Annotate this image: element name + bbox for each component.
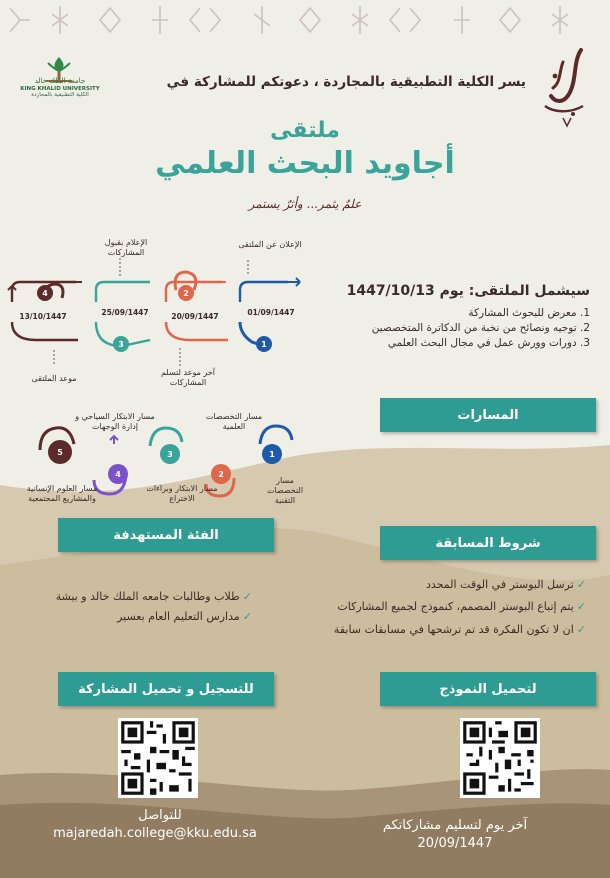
track-1-label: مسار التخصصات التقنية [266, 476, 304, 505]
timeline-step-2-label: آخر موعد لتسلم المشاركات [160, 368, 216, 387]
timeline-step-4-date: 13/10/1447 [19, 312, 67, 321]
page-title: أجاويد البحث العلمي [155, 146, 455, 181]
register-qr-code[interactable] [118, 718, 198, 798]
condition-item [426, 578, 586, 591]
template-heading[interactable]: لتحميل النموذج [380, 672, 596, 706]
track-5-badge: 5 [48, 440, 72, 464]
deadline-label: آخر يوم لتسليم مشاركاتكم [382, 818, 528, 833]
deadline-date: 20/09/1447 [417, 836, 493, 851]
conditions-heading: شروط المسابقة [380, 526, 596, 560]
timeline-step-1-date: 01/09/1447 [247, 308, 295, 317]
check-icon: ✓ [576, 623, 586, 636]
target-heading: الفئة المستهدفة [58, 518, 274, 552]
invite-line: يسر الكلية التطبيقية بالمجاردة ، دعوتكم للمشاركة في [166, 74, 526, 90]
target-item [117, 610, 252, 623]
timeline-step-4-label: موعد الملتقى [31, 374, 77, 383]
slogan: علمٌ يثمر... وأثرٌ يستمر [248, 197, 362, 211]
timeline-step-3-label: الإعلام بقبول المشاركات [104, 238, 148, 257]
register-heading[interactable]: للتسجيل و تحميل المشاركة [58, 672, 274, 706]
timeline-step-1-badge: 1 [256, 336, 272, 352]
track-2-label: مسار التخصصات العلمية [205, 412, 263, 431]
track-4-label: مسار الابتكار السياحي و إدارة الوجهات [75, 412, 155, 431]
schedule-item: 1. معرض للبحوث المشاركة [468, 307, 590, 319]
university-name-en: KING KHALID UNIVERSITY [20, 85, 100, 92]
schedule-item: 2. توجيه ونصائح من نخبة من الدكاترة المتخصصين [371, 322, 590, 334]
contact-label: للتواصل [138, 808, 182, 823]
track-5-label: مسار العلوم الإنسانية والمشاريع المجتمعية [26, 484, 98, 503]
condition-item-text: يتم إتباع البوستر المصمم، كنموذج لجميع المشاركات [337, 600, 574, 613]
timeline-step-4-badge: 4 [37, 285, 53, 301]
condition-item-text: ان لا تكون الفكرة قد تم ترشحها في مسابقات سابقة [333, 623, 574, 636]
timeline-step-2-date: 20/09/1447 [171, 312, 219, 321]
condition-item [337, 600, 586, 613]
track-4-badge: 4 [108, 464, 128, 484]
condition-item [334, 623, 586, 636]
timeline-step-1-label: الإعلان عن الملتقى [238, 240, 302, 249]
target-item [56, 590, 252, 603]
track-3-label: مسار الابتكار وبراءات الاختراع [146, 484, 218, 503]
check-icon: ✓ [242, 610, 252, 623]
tracks-heading: المسارات [380, 398, 596, 432]
decorative-pattern-band [0, 0, 610, 40]
schedule-item: 3. دورات وورش عمل في مجال البحث العلمي [387, 337, 590, 349]
track-1-badge: 1 [262, 444, 282, 464]
track-3-badge: 3 [160, 444, 180, 464]
schedule-title: سيشمل الملتقى: يوم 1447/10/13 [346, 283, 590, 299]
target-item-text: طلاب وطالبات جامعه الملك خالد و بيشة [55, 590, 240, 603]
condition-item-text: ترسل البوستر في الوقت المحدد [425, 578, 574, 591]
university-name-ar: جامعة الملك خالد [34, 77, 86, 85]
college-name-ar: الكلية التطبيقية بالمجاردة [31, 91, 89, 98]
track-2-badge: 2 [211, 464, 231, 484]
timeline-step-2-badge: 2 [178, 285, 194, 301]
contact-email[interactable]: majaredah.college@kku.edu.sa [53, 826, 257, 841]
timeline-step-3-date: 25/09/1447 [101, 308, 149, 317]
check-icon: ✓ [576, 600, 586, 613]
timeline-step-3-badge: 3 [113, 336, 129, 352]
check-icon: ✓ [242, 590, 252, 603]
target-item-text: مدارس التعليم العام بعسير [117, 610, 240, 623]
title-line1: ملتقى [270, 118, 340, 143]
template-qr-code[interactable] [460, 718, 540, 798]
check-icon: ✓ [576, 578, 586, 591]
